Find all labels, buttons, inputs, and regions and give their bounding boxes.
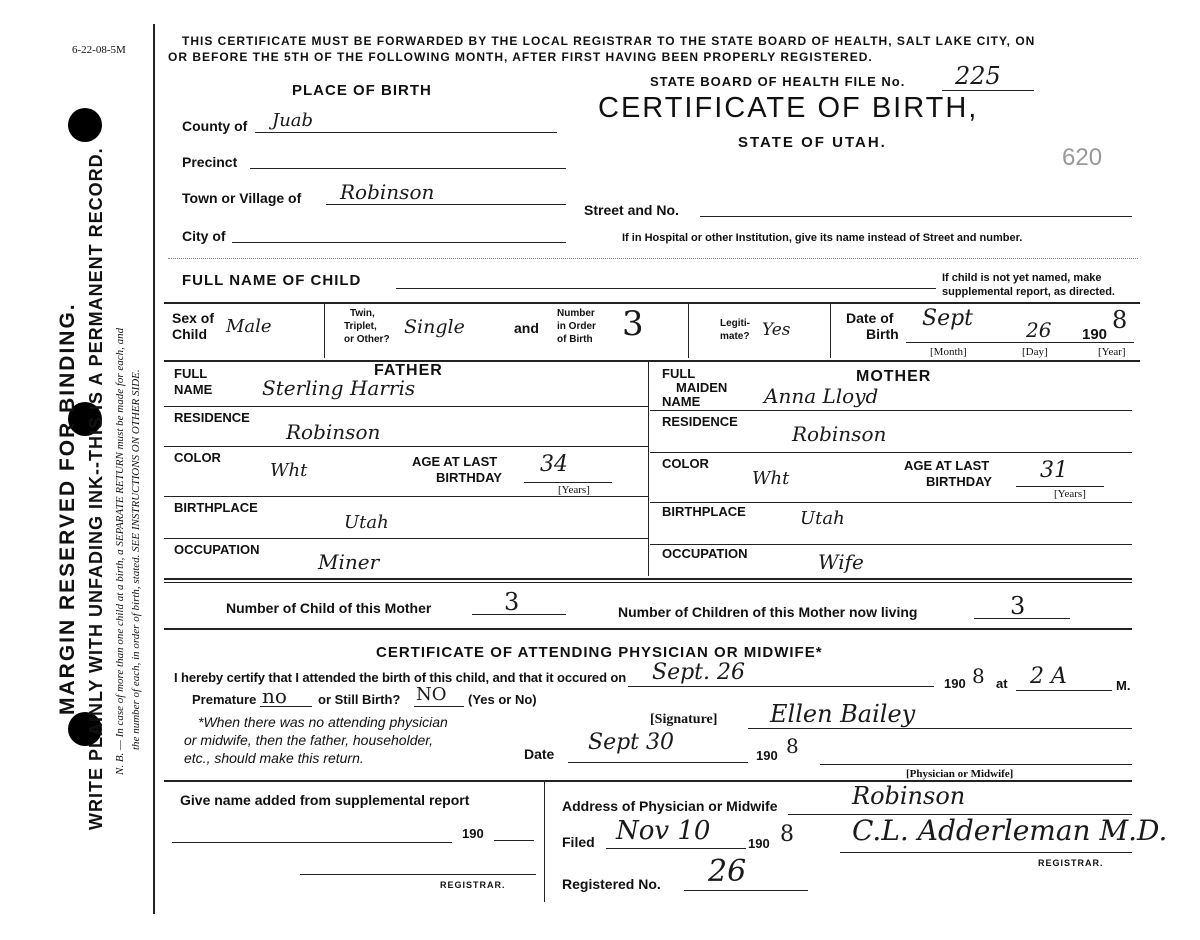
mother-heading: MOTHER	[856, 368, 932, 385]
registrar-signature: C.L. Adderleman M.D.	[852, 814, 1168, 847]
bottom-divider	[544, 782, 545, 902]
order-value: 3	[622, 304, 644, 344]
margin-nb-line2: the number of each, in order of birth, stated. SEE INSTRUCTIONS ON OTHER SIDE.	[130, 369, 142, 750]
father-birthplace-value: Utah	[344, 512, 389, 533]
file-number-label: STATE BOARD OF HEALTH FILE No.	[650, 74, 906, 89]
signature-value: Ellen Bailey	[770, 700, 916, 728]
supplemental-label: Give name added from supplemental report	[180, 792, 470, 808]
m-label: M.	[1116, 678, 1131, 693]
date-label: Date	[524, 746, 555, 762]
filed-year-value: 8	[780, 822, 794, 847]
role-caption: [Physician or Midwife]	[906, 768, 1014, 780]
twin-label-3: or Other?	[344, 334, 390, 345]
child-name-label: FULL NAME OF CHILD	[182, 272, 362, 289]
mother-name-label: NAME	[662, 394, 701, 409]
premature-value: no	[262, 684, 287, 708]
legit-divider	[830, 304, 831, 358]
child-of-mother-label: Number of Child of this Mother	[226, 600, 432, 616]
day-caption: [Day]	[1022, 346, 1048, 358]
place-of-birth-heading: PLACE OF BIRTH	[292, 82, 432, 99]
filed-year-prefix: 190	[748, 836, 770, 851]
filed-value: Nov 10	[616, 816, 711, 846]
premature-label: Premature	[192, 692, 257, 707]
supplemental-year-prefix: 190	[462, 826, 484, 841]
sex-divider	[324, 304, 325, 358]
living-value: 3	[1010, 592, 1026, 620]
supplemental-registrar-line	[300, 874, 536, 875]
time-value: 2 A	[1030, 664, 1067, 689]
binding-hole-1	[68, 108, 102, 142]
mother-color-label: COLOR	[662, 456, 709, 471]
twin-label-1: Twin,	[350, 308, 375, 319]
street-label: Street and No.	[584, 202, 679, 218]
father-name-value: Sterling Harris	[262, 376, 416, 400]
father-full-label: FULL	[174, 366, 208, 381]
mother-color-value: Wht	[752, 468, 790, 489]
living-label: Number of Children of this Mother now living	[618, 604, 918, 620]
city-label: City of	[182, 228, 226, 244]
date-label-1: Date of	[846, 310, 894, 326]
file-number-line	[942, 90, 1034, 91]
father-birthplace-label: BIRTHPLACE	[174, 500, 258, 515]
mother-age-line	[1016, 486, 1104, 487]
mother-name-rule	[650, 410, 1132, 411]
order-label-3: of Birth	[557, 334, 593, 345]
father-occupation-label: OCCUPATION	[174, 542, 260, 557]
address-value: Robinson	[852, 782, 966, 810]
registrar-caption: REGISTRAR.	[1038, 858, 1104, 868]
year-prefix: 190	[1082, 326, 1108, 343]
supplemental-year-line	[494, 840, 534, 841]
father-age-value: 34	[540, 452, 568, 477]
order-label-1: Number	[557, 308, 595, 319]
month-value: Sept	[922, 306, 974, 331]
father-residence-value: Robinson	[286, 420, 381, 444]
physician-heading: CERTIFICATE OF ATTENDING PHYSICIAN OR MIDWIFE*	[376, 644, 823, 661]
certify-text: I hereby certify that I attended the birth of this child, and that it occured on	[174, 670, 627, 685]
header-notice-1: THIS CERTIFICATE MUST BE FORWARDED BY THE LOCAL REGISTRAR TO THE STATE BOARD OF HEALTH, SALT LAKE CITY, ON	[182, 34, 1036, 48]
mother-birthplace-value: Utah	[800, 508, 845, 529]
rule-parents-bottom	[164, 578, 1132, 580]
rule-parents-bottom-2	[164, 582, 1132, 583]
mother-age-label-2: BIRTHDAY	[926, 474, 992, 489]
month-caption: [Month]	[930, 346, 967, 358]
town-line	[326, 204, 566, 205]
occurred-line	[628, 686, 934, 687]
precinct-line	[250, 168, 566, 169]
father-birthplace-rule	[164, 538, 648, 539]
street-line	[700, 216, 1132, 217]
sex-label-2: Child	[172, 326, 207, 342]
rule-above-child-name	[168, 258, 1138, 259]
time-line	[1016, 690, 1112, 691]
father-occupation-value: Miner	[318, 550, 380, 574]
registered-label: Registered No.	[562, 876, 661, 892]
order-label-2: in Order	[557, 321, 596, 332]
twin-value: Single	[404, 316, 465, 338]
registered-value: 26	[708, 854, 747, 889]
mother-residence-label: RESIDENCE	[662, 414, 738, 429]
mother-years-caption: [Years]	[1054, 488, 1086, 500]
father-age-line	[524, 482, 612, 483]
date-value: Sept 30	[588, 730, 675, 755]
yes-or-no-label: (Yes or No)	[468, 692, 537, 707]
and-label: and	[514, 320, 539, 336]
signature-line	[748, 728, 1132, 729]
legit-value: Yes	[762, 320, 791, 340]
sex-label-1: Sex of	[172, 310, 215, 326]
county-line	[255, 132, 557, 133]
rule-physician-bottom	[164, 780, 1132, 782]
father-color-value: Wht	[270, 460, 308, 481]
at-label: at	[996, 676, 1008, 691]
mother-occupation-label: OCCUPATION	[662, 546, 748, 561]
father-color-label: COLOR	[174, 450, 221, 465]
certificate-title: CERTIFICATE OF BIRTH,	[598, 92, 979, 124]
address-label: Address of Physician or Midwife	[562, 798, 778, 814]
role-line	[820, 764, 1132, 765]
no-physician-note-3: etc., should make this return.	[184, 750, 364, 766]
date-value-line	[568, 762, 748, 763]
mother-age-label-1: AGE AT LAST	[904, 458, 990, 473]
mother-birthplace-rule	[650, 544, 1132, 545]
mother-color-rule	[650, 502, 1132, 503]
form-code: 6-22-08-5M	[72, 44, 126, 56]
father-heading: FATHER	[374, 362, 443, 379]
year-caption: [Year]	[1098, 346, 1126, 358]
twin-label-2: Triplet,	[344, 321, 377, 332]
father-name-rule	[164, 406, 648, 407]
sex-value: Male	[226, 316, 272, 337]
father-age-label-1: AGE AT LAST	[412, 454, 498, 469]
town-value: Robinson	[340, 180, 435, 204]
mother-residence-rule	[650, 452, 1132, 453]
county-label: County of	[182, 118, 248, 134]
father-residence-label: RESIDENCE	[174, 410, 250, 425]
filed-label: Filed	[562, 834, 595, 850]
margin-rule	[153, 24, 155, 914]
margin-binding-text: MARGIN RESERVED FOR BINDING.	[56, 302, 79, 715]
no-physician-note-2: or midwife, then the father, householder,	[184, 732, 434, 748]
mother-maiden-label: MAIDEN	[676, 380, 728, 395]
not-named-note-1: If child is not yet named, make	[942, 272, 1102, 284]
occurred-value: Sept. 26	[652, 660, 745, 685]
father-age-label-2: BIRTHDAY	[436, 470, 502, 485]
date-label-2: Birth	[866, 326, 899, 342]
supplemental-line	[172, 842, 452, 843]
legit-label-2: mate?	[720, 331, 750, 342]
mother-age-value: 31	[1040, 458, 1068, 483]
occurred-year-value: 8	[972, 664, 985, 688]
no-physician-note-1: *When there was no attending physician	[198, 714, 448, 730]
city-line	[232, 242, 566, 243]
mother-full-label: FULL	[662, 366, 696, 381]
pencil-note: 620	[1062, 144, 1103, 171]
filed-line	[606, 848, 746, 849]
signature-label: [Signature]	[650, 712, 718, 727]
father-name-label: NAME	[174, 382, 213, 397]
occurred-year-prefix: 190	[944, 676, 966, 691]
town-label: Town or Village of	[182, 190, 302, 206]
stillbirth-label: or Still Birth?	[318, 692, 401, 707]
child-name-line	[396, 288, 936, 289]
margin-ink-text: WRITE PLAINLY WITH UNFADING INK--THIS IS A PERMANENT RECORD.	[86, 147, 106, 830]
parents-divider	[648, 362, 649, 576]
mother-residence-value: Robinson	[792, 422, 887, 446]
registered-line	[684, 890, 808, 891]
day-value: 26	[1026, 318, 1052, 342]
rule-counts-bottom	[164, 628, 1132, 630]
father-color-rule	[164, 496, 648, 497]
registrar-line	[840, 852, 1132, 853]
header-notice-2: OR BEFORE THE 5TH OF THE FOLLOWING MONTH, AFTER FIRST HAVING BEEN PROPERLY REGISTERED.	[168, 50, 873, 64]
county-value: Juab	[272, 110, 314, 131]
mother-name-value: Anna Lloyd	[764, 384, 879, 408]
not-named-note-2: supplemental report, as directed.	[942, 286, 1115, 298]
rule-child-bottom	[164, 360, 1140, 362]
stillbirth-line	[414, 706, 464, 707]
stillbirth-value: NO	[416, 684, 447, 705]
year-value: 8	[1112, 306, 1128, 334]
rule-child-top	[164, 302, 1140, 304]
precinct-label: Precinct	[182, 154, 238, 170]
child-of-mother-value: 3	[504, 588, 520, 616]
date-year-prefix: 190	[756, 748, 778, 763]
order-divider	[688, 304, 689, 358]
supplemental-registrar-caption: REGISTRAR.	[440, 880, 506, 890]
date-year-value: 8	[786, 734, 799, 758]
file-number-value: 225	[955, 62, 1001, 90]
father-years-caption: [Years]	[558, 484, 590, 496]
father-residence-rule	[164, 446, 648, 447]
mother-occupation-value: Wife	[818, 550, 864, 574]
state-label: STATE OF UTAH.	[738, 134, 887, 151]
margin-nb-line1: N. B. — In case of more than one child at a birth, a SEPARATE RETURN must be made for each, and	[114, 327, 126, 775]
hospital-note: If in Hospital or other Institution, give its name instead of Street and number.	[622, 232, 1023, 244]
legit-label-1: Legiti-	[720, 318, 750, 329]
mother-birthplace-label: BIRTHPLACE	[662, 504, 746, 519]
